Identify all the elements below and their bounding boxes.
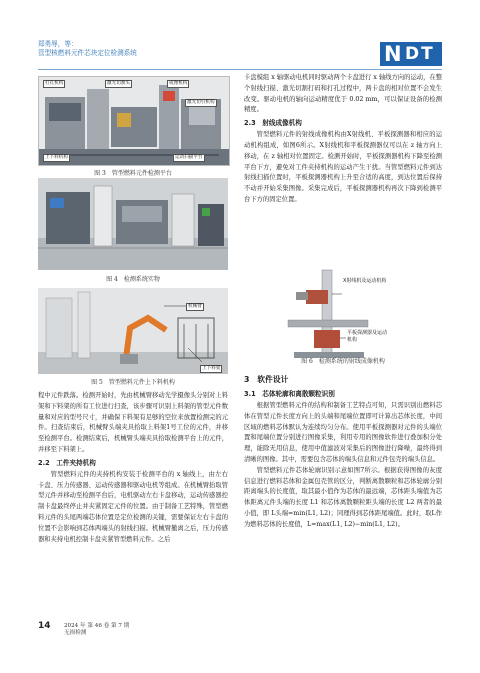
fig3-label-loading: 上下料机构 [45,155,68,160]
figure-5-caption: 图 5 管型燃料元件上下料机构 [91,379,175,386]
heading-2-3: 2.3 射线成像机构 [244,119,302,128]
figure-6-image [274,268,416,362]
fig5-label-rack: 上下料架 [202,366,221,371]
footer-info [64,623,129,637]
header-rule [38,69,442,70]
fig6-label-xray: X射线机及运动机构 [343,278,387,284]
figure-5-image [38,288,228,374]
fig3-label-punching: 打孔机构 [45,81,64,86]
right-column-top-text [244,73,442,206]
heading-3: 3 软件设计 [244,375,289,384]
right-paragraph-4: 管型燃料元件芯体轮廓识别示意如图7所示。根据获得图像的灰度信息进行燃料芯体和金属包壳管的区分，判断离散颗粒和芯体轮廓分别距离端头的长度值，取其最小值作为芯体的最远端，芯体距头端值为芯体距离元件头端的长度 L1 和芯体离散颗粒距头端的长度 L2 两者的最小值，即 L头端=min(L1, L2)；同理得到芯体距尾端值。此时，取L作为燃料芯体的长度值，L=max(L1, L2)−min(L1, L2)。 [244,466,442,528]
figure-3-caption: 图 3 管型燃料元件检测平台 [94,170,172,177]
fig3-label-laser-mech: 激光切引机构 [187,100,215,105]
figure-3-image [38,76,230,166]
header-authors: 郑勇辱，等： [38,40,78,48]
page-number: 14 [38,621,51,631]
figure-4-image [38,178,228,270]
heading-3-1: 3.1 芯体轮廓和离散颗粒识别 [244,390,335,398]
left-column-text [38,391,228,545]
fig3-label-scan-stage: 运动扫描平台 [175,155,203,160]
heading-2-2: 2.2 工件夹持机构 [38,458,96,467]
system-photo [38,178,228,270]
right-paragraph-3: 根据管型燃料元件的结构和制备工艺特点可知，只需识别出燃料芯体在管型元件长度方向上的头端和尾端位置即可计算出芯体长度，中间区域的燃料芯体默认为连续均匀分布。使用平板探测器对元件的头端位置和尾端位置分别进行图像采集，利用专用的图像软件进行叠加积分处理，能除无用信息，使用中值滤波对采集后的图像进行降噪，最终得到清晰的图像。其中，需要包含芯体的端头信息和元件包壳的端头信息。 [244,402,442,463]
journal-logo [380,42,442,66]
left-paragraph-2: 管型燃料元件的夹持机构安装于检测平台的 x 轴线上，由左右卡盘、压力传感器、运动传感器和驱动电机等组成。在机械臂抬取管型元件并移动至检测平台后，电机驱动左右卡盘移动，运动传感器控制卡盘最终停止并夹紧固定元件的位置。由于制备工艺特殊，管型燃料元件的头尾两端芯体位置是定位检测的关键，需要保证左右卡盘的位置不会影响到芯体两端头的射线扫描。机械臂撤离之后，压力传感器和夹持电机控制卡盘夹紧管型燃料元件。之后 [38,470,228,543]
loading-mechanism-photo [38,288,228,374]
footer-journal: 无损检测 [64,630,87,637]
fig6-label-detector: 平板探测器及运动机构 [347,330,388,343]
right-paragraph-2: 管型燃料元件的射线成像机构由X射线机、平板探测器和相应的运动机构组成，如图6所示。X射线机和平板探测器仅可以在 z 轴方向上移动，在 z 轴相对位置固定。检测开始时，平板探测器机构下降至检测平台下方，避免对工件夹持机构的运动产生干扰。当管型燃料元件到达射线扫描位置时，平板探测器机构上升至合适的高度，到达位置后保持不动并开始采集图像。采集完成后，平板探测器机构再次下降到检测平台下方的固定位置。 [244,131,442,203]
left-paragraph-1: 程中元件跌落。检测开始时，先由机械臂移动光学摄像头分别对上料架和下料架的所有工位进行扫查，该步骤可识别上料架的管型元件数量和对应的型号尺寸，并确保下料架有足够的空位来放置检测完的元件。扫查结束后，机械臂头端夹具拾取上料架1号工位的元件，并移至检测平台。检测结束后，机械臂头端夹具拾取检测平台上的元件，并移至下料架上。 [38,392,228,453]
running-header [38,40,137,57]
inspection-platform-drawing [39,77,229,165]
footer-issue: 2024 年 第 46 卷 第 7 期 [64,623,130,629]
fig3-label-laser-head: 激光切割头 [107,81,130,86]
right-column-bottom-text [244,369,442,531]
right-paragraph-1: 卡盘模组 x 轴驱动电机同时驱动两个卡盘进行 x 轴线方向的运动，在整个射线扫描、激光切割打码和打孔过程中，两卡盘的相对位置不会发生改变。驱动电机的轴向运动精度优于 0.02 mm，可以保证设备的检测精度。 [244,74,442,114]
logo-letters-dt: DT [405,44,435,64]
figure-6-caption: 图 6 检测系统的射线成像机构 [301,358,385,365]
fig3-label-imaging: 成像机构 [169,81,188,86]
header-title: 管型核燃料元件芯块定位检测系统 [38,48,137,57]
logo-letter-n: N [384,42,402,66]
fig5-label-robot-arm: 机械臂 [188,304,202,309]
figure-4-caption: 图 4 检测系统实物 [106,276,160,283]
